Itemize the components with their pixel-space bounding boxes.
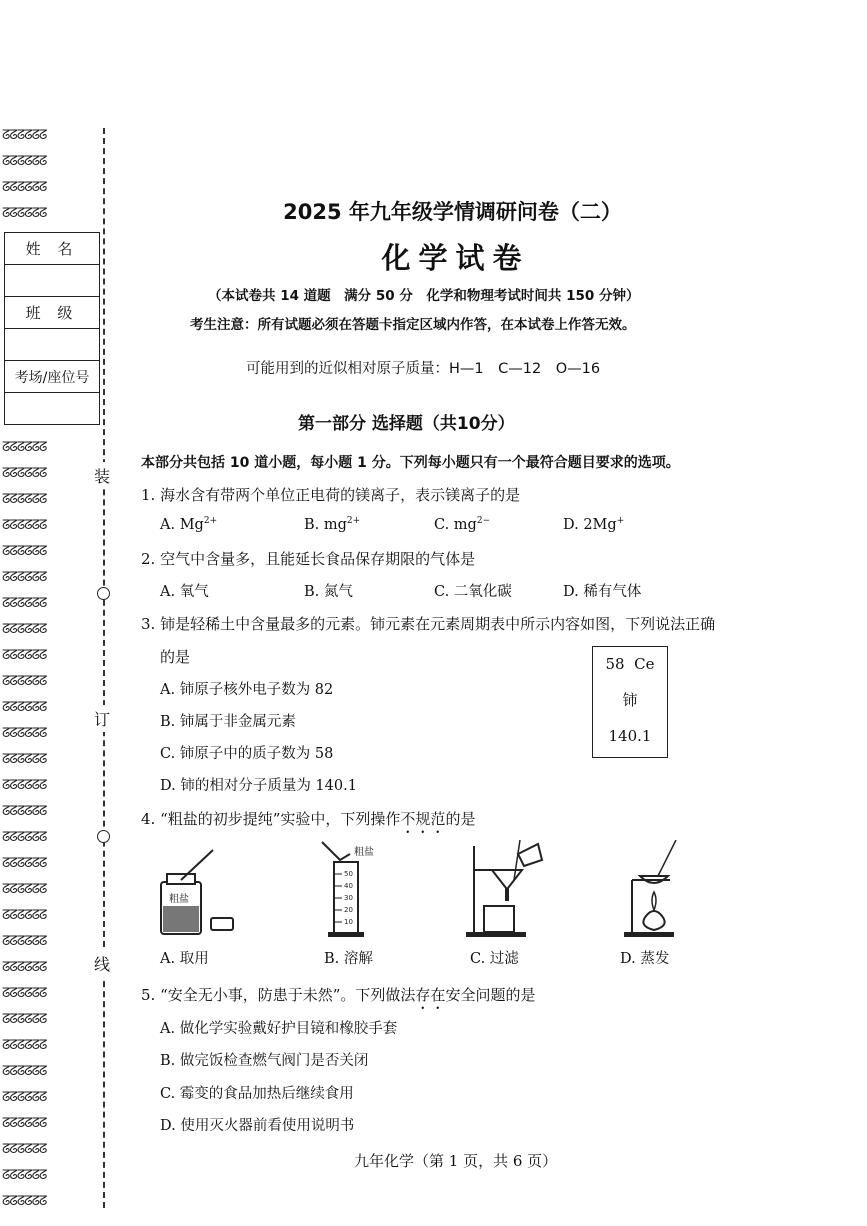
section-title: 第一部分 选择题（共10分） — [298, 414, 515, 434]
spatula — [181, 850, 213, 880]
binding-wave-row: ᘔᘔᘔᘔᘔᘔ — [2, 596, 47, 611]
binding-wave-row: ᘔᘔᘔᘔᘔᘔ — [2, 648, 47, 663]
stand-base — [624, 932, 674, 937]
q4-option-d[interactable]: D. 蒸发 — [620, 951, 670, 967]
cut-char-xian: 线 — [94, 950, 110, 977]
binding-wave-row: ᘔᘔᘔᘔᘔᘔ — [2, 830, 47, 845]
binding-wave-row: ᘔᘔᘔᘔᘔᘔ — [2, 544, 47, 559]
binding-wave-row: ᘔᘔᘔᘔᘔᘔ — [2, 934, 47, 949]
subject-title: 化学试卷 — [381, 241, 530, 275]
class-label: 班 级 — [25, 304, 79, 322]
section-intro: 本部分共包括 10 道小题，每小题 1 分。下列每小题只有一个最符合题目要求的选项。 — [141, 455, 680, 471]
stirring-rod — [658, 840, 676, 876]
cut-char-ding: 订 — [94, 705, 110, 732]
q1-option-b[interactable]: B. $mg^{2+}$ — [304, 516, 361, 533]
element-number: 58 — [605, 655, 625, 673]
binding-wave-row: ᘔᘔᘔᘔᘔᘔ — [2, 1038, 47, 1053]
funnel — [492, 870, 522, 900]
exam-info: （本试卷共 14 道题 满分 50 分 化学和物理考试时间共 150 分钟） — [208, 288, 640, 304]
salt-fill — [163, 906, 199, 932]
tick-50: 50 — [344, 870, 353, 878]
pouring-beaker — [518, 844, 542, 866]
binding-wave-row: ᘔᘔᘔᘔᘔᘔ — [2, 180, 47, 195]
figure-a-take-salt — [155, 840, 240, 940]
figure-c-filter — [462, 840, 547, 940]
q5-option-c[interactable]: C. 霉变的食品加热后继续食用 — [160, 1086, 354, 1102]
q4-option-a[interactable]: A. 取用 — [160, 951, 209, 967]
jar-label: 粗盐 — [169, 894, 189, 905]
q2-stem: 2. 空气中含量多，且能延长食品保存期限的气体是 — [141, 550, 476, 568]
figure-b-dissolve — [310, 840, 390, 940]
paper-pour — [322, 842, 350, 860]
tick-10: 10 — [344, 918, 353, 926]
binding-wave-row: ᘔᘔᘔᘔᘔᘔ — [2, 440, 47, 455]
binding-wave-row: ᘔᘔᘔᘔᘔᘔ — [2, 1090, 47, 1105]
q1-option-c[interactable]: C. $mg^{2-}$ — [434, 516, 491, 533]
q3-stem: 3. 铈是轻稀土中含量最多的元素。铈元素在元素周期表中所示内容如图，下列说法正确 — [141, 615, 716, 633]
binding-wave-row: ᘔᘔᘔᘔᘔᘔ — [2, 206, 47, 221]
q3-option-d[interactable]: D. 铈的相对分子质量为 140.1 — [160, 778, 357, 794]
binding-cut-line — [103, 128, 105, 1208]
element-name: 铈 — [622, 691, 638, 709]
binding-wave-row: ᘔᘔᘔᘔᘔᘔ — [2, 908, 47, 923]
binding-wave-row: ᘔᘔᘔᘔᘔᘔ — [2, 752, 47, 767]
alcohol-lamp — [643, 911, 664, 930]
q1-option-d[interactable]: D. 2Mg+ — [563, 516, 625, 533]
q1-stem: 1. 海水含有带两个单位正电荷的镁离子，表示镁离子的是 — [141, 486, 521, 504]
binding-hole — [97, 587, 110, 600]
element-cell-cerium — [592, 646, 668, 758]
binding-wave-row: ᘔᘔᘔᘔᘔᘔ — [2, 1168, 47, 1183]
q2-option-b[interactable]: B. 氮气 — [304, 584, 353, 600]
class-field[interactable] — [5, 329, 99, 361]
cut-char-zhuang: 装 — [94, 462, 110, 489]
cylinder-base — [328, 932, 364, 937]
q2-option-a[interactable]: A. 氧气 — [160, 584, 209, 600]
element-symbol: Ce — [634, 655, 655, 673]
q3-option-c[interactable]: C. 铈原子中的质子数为 58 — [160, 746, 334, 762]
binding-wave-row: ᘔᘔᘔᘔᘔᘔ — [2, 570, 47, 585]
name-label: 姓 名 — [25, 240, 79, 258]
binding-wave-row: ᘔᘔᘔᘔᘔᘔ — [2, 882, 47, 897]
tick-30: 30 — [344, 894, 353, 902]
seat-label: 考场/座位号 — [14, 369, 90, 386]
q5-option-b[interactable]: B. 做完饭检查燃气阀门是否关闭 — [160, 1053, 369, 1069]
stopper-upright — [211, 918, 233, 930]
q4-option-c[interactable]: C. 过滤 — [470, 951, 519, 967]
page-footer: 九年化学（第 1 页，共 6 页） — [354, 1152, 558, 1170]
binding-wave-row: ᘔᘔᘔᘔᘔᘔ — [2, 804, 47, 819]
binding-wave-row: ᘔᘔᘔᘔᘔᘔ — [2, 674, 47, 689]
binding-wave-row: ᘔᘔᘔᘔᘔᘔ — [2, 1194, 47, 1209]
q2-option-d[interactable]: D. 稀有气体 — [563, 584, 642, 600]
binding-wave-row: ᘔᘔᘔᘔᘔᘔ — [2, 128, 47, 143]
binding-wave-row: ᘔᘔᘔᘔᘔᘔ — [2, 492, 47, 507]
binding-wave-row: ᘔᘔᘔᘔᘔᘔ — [2, 1064, 47, 1079]
q3-option-b[interactable]: B. 铈属于非金属元素 — [160, 714, 296, 730]
element-mass: 140.1 — [608, 727, 652, 745]
exam-notice: 考生注意：所有试题必须在答题卡指定区域内作答，在本试卷上作答无效。 — [190, 317, 636, 333]
binding-wave-row: ᘔᘔᘔᘔᘔᘔ — [2, 778, 47, 793]
q4-option-b[interactable]: B. 溶解 — [324, 951, 373, 967]
binding-wave-row: ᘔᘔᘔᘔᘔᘔ — [2, 1012, 47, 1027]
q2-option-c[interactable]: C. 二氧化碳 — [434, 584, 512, 600]
binding-wave-row: ᘔᘔᘔᘔᘔᘔ — [2, 1116, 47, 1131]
flame — [652, 892, 656, 910]
atomic-mass-line: 可能用到的近似相对原子质量：H—1 C—12 O—16 — [246, 361, 601, 377]
q5-option-a[interactable]: A. 做化学实验戴好护目镜和橡胶手套 — [160, 1021, 398, 1037]
seat-field[interactable] — [5, 393, 99, 424]
q5-option-d[interactable]: D. 使用灭火器前看使用说明书 — [160, 1118, 355, 1134]
pour-label: 粗盐 — [354, 847, 374, 858]
binding-hole — [97, 830, 110, 843]
binding-wave-row: ᘔᘔᘔᘔᘔᘔ — [2, 622, 47, 637]
q5-stem: 5. “安全无小事，防患于未然”。下列做法存在安全问题的是 — [141, 986, 536, 1004]
binding-wave-row: ᘔᘔᘔᘔᘔᘔ — [2, 726, 47, 741]
exam-title: 2025 年九年级学情调研问卷（二） — [283, 200, 622, 224]
binding-wave-row: ᘔᘔᘔᘔᘔᘔ — [2, 986, 47, 1001]
binding-wave-row: ᘔᘔᘔᘔᘔᘔ — [2, 1142, 47, 1157]
binding-wave-row: ᘔᘔᘔᘔᘔᘔ — [2, 154, 47, 169]
q4-stem: 4. “粗盐的初步提纯”实验中，下列操作不规范的是 — [141, 810, 476, 828]
beaker — [484, 906, 514, 932]
tick-40: 40 — [344, 882, 353, 890]
q3-stem-cont: 的是 — [160, 648, 191, 666]
binding-wave-row: ᘔᘔᘔᘔᘔᘔ — [2, 960, 47, 975]
binding-wave-row: ᘔᘔᘔᘔᘔᘔ — [2, 856, 47, 871]
binding-wave-row: ᘔᘔᘔᘔᘔᘔ — [2, 466, 47, 481]
binding-wave-row: ᘔᘔᘔᘔᘔᘔ — [2, 518, 47, 533]
q1-option-a[interactable]: A. $Mg^{2+}$ — [160, 516, 218, 533]
tick-20: 20 — [344, 906, 353, 914]
figure-d-evaporate — [618, 840, 703, 940]
binding-wave-row: ᘔᘔᘔᘔᘔᘔ — [2, 700, 47, 715]
q3-option-a[interactable]: A. 铈原子核外电子数为 82 — [160, 682, 334, 698]
